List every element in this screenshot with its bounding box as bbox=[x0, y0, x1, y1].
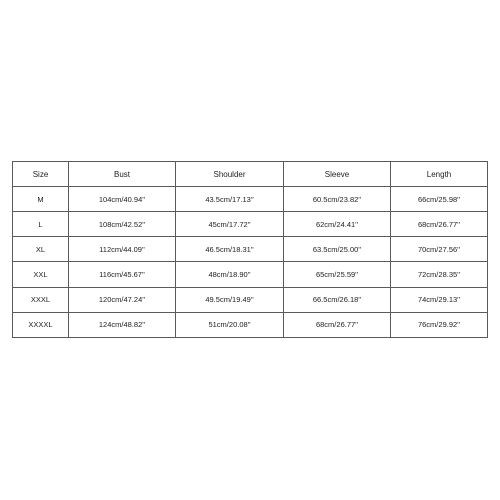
bust-cell: 104cm/40.94'' bbox=[69, 187, 176, 212]
length-cell: 72cm/28.35'' bbox=[391, 262, 488, 287]
header-size: Size bbox=[13, 162, 69, 187]
length-cell: 66cm/25.98'' bbox=[391, 187, 488, 212]
sleeve-cell: 63.5cm/25.00'' bbox=[284, 237, 391, 262]
shoulder-cell: 46.5cm/18.31'' bbox=[176, 237, 284, 262]
bust-cell: 120cm/47.24'' bbox=[69, 287, 176, 312]
length-cell: 74cm/29.13'' bbox=[391, 287, 488, 312]
sleeve-cell: 68cm/26.77'' bbox=[284, 312, 391, 337]
size-cell: XXXL bbox=[13, 287, 69, 312]
table-row bbox=[13, 312, 488, 337]
sleeve-cell: 66.5cm/26.18'' bbox=[284, 287, 391, 312]
length-cell: 76cm/29.92'' bbox=[391, 312, 488, 337]
size-chart-table bbox=[12, 161, 488, 338]
shoulder-cell: 51cm/20.08'' bbox=[176, 312, 284, 337]
size-cell: L bbox=[13, 212, 69, 237]
table-row bbox=[13, 187, 488, 212]
size-cell: XL bbox=[13, 237, 69, 262]
bust-cell: 112cm/44.09'' bbox=[69, 237, 176, 262]
sleeve-cell: 60.5cm/23.82'' bbox=[284, 187, 391, 212]
sleeve-cell: 65cm/25.59'' bbox=[284, 262, 391, 287]
header-shoulder: Shoulder bbox=[176, 162, 284, 187]
shoulder-cell: 43.5cm/17.13'' bbox=[176, 187, 284, 212]
shoulder-cell: 45cm/17.72'' bbox=[176, 212, 284, 237]
header-bust: Bust bbox=[69, 162, 176, 187]
sleeve-cell: 62cm/24.41'' bbox=[284, 212, 391, 237]
header-sleeve: Sleeve bbox=[284, 162, 391, 187]
bust-cell: 124cm/48.82'' bbox=[69, 312, 176, 337]
length-cell: 68cm/26.77'' bbox=[391, 212, 488, 237]
table-row bbox=[13, 262, 488, 287]
size-cell: XXXXL bbox=[13, 312, 69, 337]
header-length: Length bbox=[391, 162, 488, 187]
shoulder-cell: 49.5cm/19.49'' bbox=[176, 287, 284, 312]
table-row bbox=[13, 237, 488, 262]
bust-cell: 108cm/42.52'' bbox=[69, 212, 176, 237]
table-row bbox=[13, 287, 488, 312]
length-cell: 70cm/27.56'' bbox=[391, 237, 488, 262]
shoulder-cell: 48cm/18.90'' bbox=[176, 262, 284, 287]
table-row bbox=[13, 212, 488, 237]
bust-cell: 116cm/45.67'' bbox=[69, 262, 176, 287]
size-cell: XXL bbox=[13, 262, 69, 287]
table-header-row bbox=[13, 162, 488, 187]
size-cell: M bbox=[13, 187, 69, 212]
